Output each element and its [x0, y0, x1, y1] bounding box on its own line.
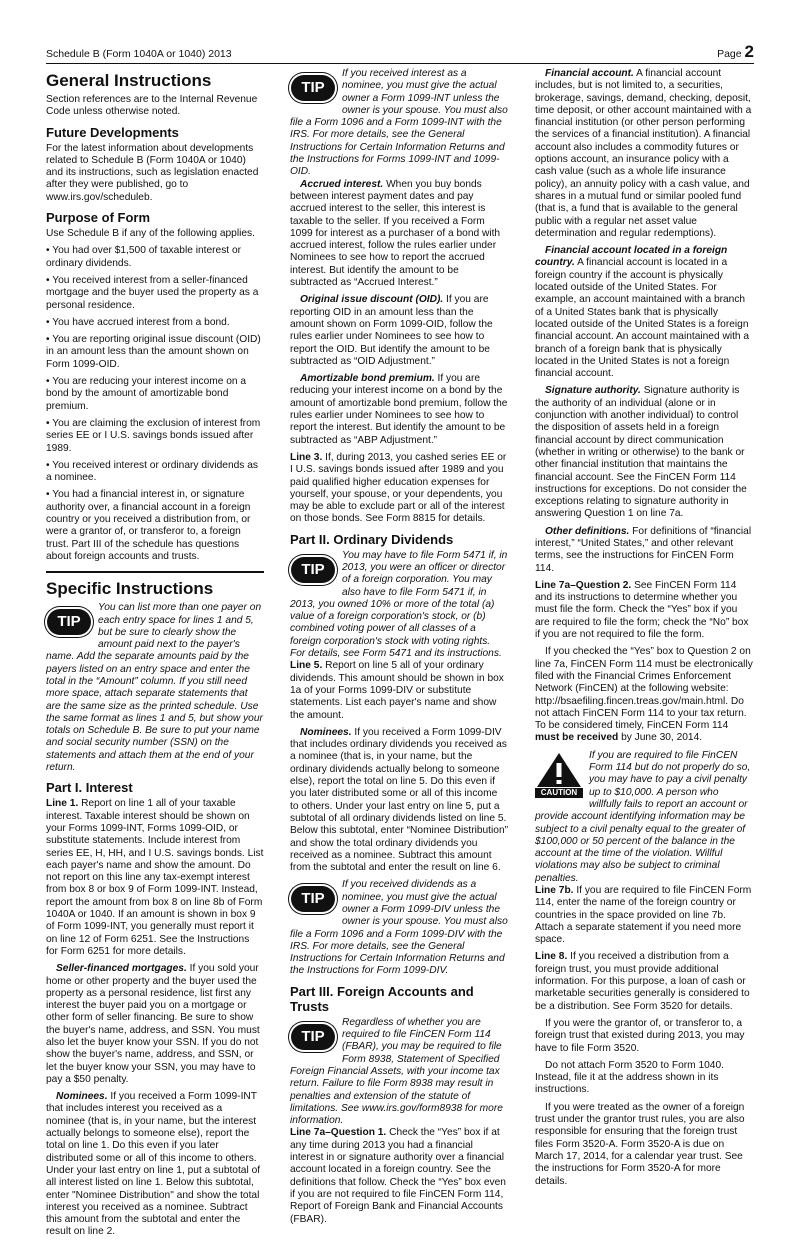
tip-text: Regardless of whether you are required to file FinCEN Form 114 (FBAR), you may be required to file Form 8938, Statement of Specified Foreign Financial Assets, with your income tax return. Failure to file Form 8938 may result in penalties and extension of the statute of limitations. See www.irs.gov/form8938 for more information. [290, 1016, 503, 1127]
para-owner: If you were treated as the owner of a foreign trust under the grantor trust rules, you are also responsible for ensuring that the foreign trust files Form 3520-A. Form 3520-A is due on March 17, 2014, for a calendar year trust. See the instructions for Form 3520-A for more details. [535, 1101, 745, 1187]
label-oid: Original issue discount (OID). [300, 294, 444, 306]
heading-part3: Part III. Foreign Accounts and Trusts [290, 983, 474, 1014]
text-efile-b: by June 30, 2014. [618, 732, 703, 744]
text-accrued: When you buy bonds between interest payment dates and pay accrued interest to the seller, this interest is taxable to the seller. If you received a Form 1099 for interest as a purchaser of a bond with accrued interest, follow the rules earlier under Nominees to see how to report the accrued interest. But identify the amount to be subtracted as “Accrued Interest.” [290, 178, 501, 289]
column-1 [46, 68, 264, 1244]
column-2 [290, 68, 508, 1231]
bullet-item: • You had over $1,500 of taxable interest or ordinary dividends. [46, 245, 242, 269]
text-line8: If you received a distribution from a foreign trust, you must provide additional information. For this purpose, a loan of cash or marketable securities generally is considered to be a distribution. See Form 3520 for details. [535, 951, 750, 1012]
bullet-item: • You have accrued interest from a bond. [46, 316, 230, 328]
tip-icon [290, 1019, 336, 1055]
para-signature-authority [535, 385, 753, 520]
tip-icon-label: TIP [291, 75, 335, 101]
para-line7a-q1 [290, 1127, 508, 1225]
tip-icon [290, 552, 336, 588]
bullet-item: • You had a financial interest in, or signature authority over, a financial account in a foreign country or you received a distribution from, or were a grantor of, or transferor to, a foreign trust. Part III of the schedule has questions about foreign accounts and trusts. [46, 489, 251, 562]
caution-icon [535, 752, 583, 798]
heading-specific-instructions: Specific Instructions [46, 579, 214, 599]
heading-future-developments: Future Developments [46, 124, 179, 140]
label-line7a-q2: Line 7a–Question 2. [535, 579, 632, 591]
para-line1 [46, 798, 264, 958]
text-efile-bold: must be received [535, 732, 619, 744]
text-line7a-q2: See FinCEN Form 114 and its instructions to determine whether you must file the form. Check the “Yes” box if you are required to file the form; check the “No” box if you are not required to file the form. [535, 579, 749, 641]
bullet-item: • You received interest from a seller-financed mortgage and the buyer used the property as a personal residence. [46, 274, 259, 311]
tip-box [290, 550, 508, 661]
text-amortizable: If you are reducing your interest income on a bond by the amount of amortizable bond premium, follow the rules earlier under Nominees to see how to report the interest. But identify the amount to be subtracted as “ABP Adjustment.” [290, 373, 508, 446]
bullet-item: • You are reducing your interest income on a bond by the amount of amortizable bond premium. [46, 376, 247, 412]
label-line7a-q1: Line 7a–Question 1. [290, 1127, 387, 1139]
page-number [717, 42, 754, 62]
text-financial-account: A financial account includes, but is not limited to, a securities, brokerage, savings, demand, checking, deposit, time deposit, or other account maintained with a financial institution (or other person performing the services of a financial institution). A financial account also includes a commodity futures or options account, an insurance policy with a cash value (such as a whole life insurance policy), an annuity policy with a cash value, and shares in a mutual fund or similar pooled fund (that is, a fund that is available to the general public with a regular net asset value determination and regular redemptions). [535, 68, 752, 239]
tip-icon-label: TIP [47, 609, 91, 635]
para-line3 [290, 452, 508, 526]
tip-box [290, 879, 508, 977]
tip-box [46, 602, 264, 774]
para-foreign-country [535, 245, 753, 380]
para-seller [46, 963, 264, 1086]
tip-icon [290, 881, 336, 917]
para-nominees [46, 1091, 264, 1239]
para-amortizable [290, 373, 508, 447]
text-line5: Report on line 5 all of your ordinary dividends. This amount should be shown in box 1a of your Forms 1099-DIV or substitute statements. List each payer's name and show the amount. [290, 660, 504, 721]
label-foreign-country: Financial account located in a foreign country. [535, 245, 728, 269]
text-seller: If you sold your home or other property and the buyer used the property as a personal residence, list first any interest the buyer paid you on a mortgage or other form of seller financing. Be sure to show the buyer's name, address, and SSN. You must also let the buyer know your SSN. If you do not show the buyer's name, address, and SSN, or let the buyer know your SSN, you may have to pay a $50 penalty. [46, 963, 260, 1085]
tip-icon-label: TIP [291, 557, 335, 583]
para-grantor: If you were the grantor of, or transferor to, a foreign trust that existed during 2013, you may have to file Form 3520. [535, 1017, 745, 1054]
page-word: Page [717, 48, 742, 60]
tip-text: If you received dividends as a nominee, you must give the actual owner a Form 1099-DIV unless the owner is your spouse. You must also file a Form 1096 and a Form 1099-DIV with the IRS. For more details, see the General Instructions for Certain Information Returns and the Instructions for Form 1099-DIV. [290, 879, 508, 977]
label-line5: Line 5. [290, 660, 323, 672]
text-efile-a: If you checked the “Yes” box to Question 2 on line 7a, FinCEN Form 114 must be electronically filed with the Financial Crimes Enforcement Network (FinCEN) at the following website: http://bsaefiling.fincen.treas.gov/main.html. Do not attach FinCEN Form 114 to your tax return. To be considered timely, FinCEN Form 114 [535, 646, 753, 732]
text-line1: Report on line 1 all of your taxable interest. Taxable interest should be shown on your Forms 1099-INT, Forms 1099-OID, or substitute statements. Include interest from series EE, H, HH, and I U.S. savings bonds. List each payer's name and show the amount. Do not report on this line any tax-exempt interest from box 8 or box 9 of Form 1099-INT. Instead, report the amount from box 8 on line 8b of Form 1040A or 1040. If an amount is shown in box 9 of Form 1099-INT, you generally must report it on line 12 of Form 6251. See the Instructions for Form 6251 for more details. [46, 798, 264, 957]
para-line7a-q2 [535, 580, 753, 641]
header-rule [46, 63, 754, 64]
label-line1: Line 1. [46, 798, 79, 810]
label-seller: Seller-financed mortgages. [56, 963, 187, 975]
page-header [46, 44, 754, 62]
column-3 [535, 68, 753, 1193]
section-divider [46, 571, 264, 573]
tip-icon [46, 604, 92, 640]
para-oid [290, 294, 508, 368]
caution-box [535, 750, 753, 885]
bullet-item: • You are reporting original issue discount (OID) in an amount less than the amount shown on Form 1099-OID. [46, 334, 261, 370]
para-future: For the latest information about developments related to Schedule B (Form 1040A or 1040) and its instructions, such as legislation enacted after they were published, go to www.irs.gov/scheduleb. [46, 142, 259, 203]
para-general: Section references are to the Internal Revenue Code unless otherwise noted. [46, 94, 258, 118]
text-signature-authority: Signature authority is the authority of an individual (alone or in conjunction with another individual) to control the disposition of assets held in a foreign financial account by direct communication (whether in writing or otherwise) to the bank or other financial institution that maintains the financial account. See the FinCEN Form 114 instructions for exceptions. Do not consider the exceptions relating to signature authority in answering Question 1 on line 7a. [535, 385, 747, 520]
label-nominees: Nominees. [56, 1091, 108, 1103]
para-line7b [535, 885, 753, 946]
para-nominees-div [290, 727, 508, 875]
label-nominees-div: Nominees. [300, 726, 352, 738]
label-line7b: Line 7b. [535, 885, 574, 896]
caution-label: CAUTION [535, 788, 583, 798]
heading-purpose: Purpose of Form [46, 210, 151, 226]
para-other-definitions [535, 526, 753, 575]
warning-triangle-icon [535, 752, 583, 788]
tip-text: You can list more than one payer on each entry space for lines 1 and 5, but be sure to clearly show the amount paid next to the payer's name. Add the separate amounts paid by the payers listed on an entry space and enter the total in the “Amount” column. If you still need more space, attach separate statements that are the same size as the printed schedule. Use the same format as lines 1 and 5, but show your totals on Schedule B. Be sure to put your name and social security number (SSN) on the statements and attach them at the end of your return. [46, 602, 263, 774]
para-efile [535, 646, 753, 744]
para-line8 [535, 951, 753, 1012]
para-accrued [290, 179, 508, 290]
text-line7a-q1: Check the “Yes” box if at any time during 2013 you had a financial interest in or signature authority over a financial account located in a foreign country. See the definitions that follow. Check the “Yes” box even if you are not required to file FinCEN Form 114, Report of Foreign Bank and Financial Accounts (FBAR). [290, 1127, 506, 1225]
tip-icon [290, 70, 336, 106]
tip-icon-label: TIP [291, 886, 335, 912]
para-no-attach: Do not attach Form 3520 to Form 1040. Instead, file it at the address shown in its instructions. [535, 1059, 724, 1096]
text-oid: If you are reporting OID in an amount less than the amount shown on Form 1099-OID, follow the rules earlier under Nominees to see how to report the OID. But identify the amount to be subtracted as “OID Adjustment.” [290, 294, 493, 367]
text-other-definitions: For definitions of “financial interest,” “United States,” and other relevant terms, see the instructions for FinCEN Form 114. [535, 525, 752, 574]
heading-general-instructions: General Instructions [46, 71, 212, 90]
text-line7b: If you are required to file FinCEN Form 114, enter the name of the foreign country or countries in the space provided on line 7b. Attach a separate statement if you need more space. [535, 885, 752, 946]
label-other-definitions: Other definitions. [545, 525, 630, 537]
text-nominees: If you received a Form 1099-INT that includes interest you received as a nominee (that is, in your name, but the interest actually belongs to someone else), report the total on line 1. Do this even if you later distributed some or all of this income to others. Under your last entry on line 1, put a subtotal of all interest listed on line 1. Below this subtotal, enter "Nominee Distribution" and show the total interest you received as a nominee. Subtract this amount from the subtotal and enter the result on line 2. [46, 1091, 261, 1238]
caution-text: If you are required to file FinCEN Form 114 but do not properly do so, you may have to pay a civil penalty up to $10,000. A person who willfully fails to report an account or provide account identifying information may be subject to a civil penalty equal to the greater of $100,000 or 50 percent of the balance in the account at the time of the violation. Willful violations may also be subject to criminal penalties. [535, 749, 751, 884]
label-signature-authority: Signature authority. [545, 385, 641, 397]
tip-box [290, 1017, 508, 1128]
form-title: Schedule B (Form 1040A or 1040) 2013 [46, 48, 232, 60]
label-line8: Line 8. [535, 951, 568, 963]
bullet-item: • You received interest or ordinary dividends as a nominee. [46, 459, 258, 484]
label-accrued: Accrued interest. [300, 178, 384, 190]
bullet-item: • You are claiming the exclusion of interest from series EE or I U.S. savings bonds issued after 1989. [46, 417, 261, 454]
heading-part1: Part I. Interest [46, 780, 133, 796]
tip-text: If you received interest as a nominee, you must give the actual owner a Form 1099-INT unless the owner is your spouse. You must also file a Form 1096 and a Form 1099-INT with the IRS. For more details, see the General Instructions for Certain Information Returns and the Instructions for Forms 1099-INT and 1099-OID. [290, 68, 508, 178]
para-purpose: Use Schedule B if any of the following applies. [46, 228, 255, 240]
page-num: 2 [744, 42, 754, 61]
para-line5 [290, 660, 508, 721]
tip-box [290, 68, 508, 179]
text-line3: If, during 2013, you cashed series EE or I U.S. savings bonds issued after 1989 and you paid qualified higher education expenses for yourself, your spouse, or your dependents, you may be able to exclude part or all of the interest on those bonds. See Form 8815 for details. [290, 451, 507, 525]
label-amortizable: Amortizable bond premium. [300, 373, 435, 385]
text-nominees-div: If you received a Form 1099-DIV that includes ordinary dividends you received as a nominee (that is, in your name, but the ordinary dividends actually belong to someone else), report the total on line 5. Do this even if you later distributed some or all of this income to others. Under your last entry on line 5, put a subtotal of all ordinary dividends listed on line 5. Below this subtotal, enter “Nominee Distribution” and show the total ordinary dividends you received as a nominee. Subtract this amount from the subtotal and enter the result on line 6. [290, 726, 508, 874]
para-financial-account [535, 68, 753, 240]
label-financial-account: Financial account. [545, 68, 634, 79]
tip-text: You may have to file Form 5471 if, in 2013, you were an officer or director of a foreign corporation. You may also have to file Form 5471 if, in 2013, you owned 10% or more of the total (a) value of a foreign corporation's stock, or (b) combined voting power of all classes of a foreign corporation's stock with voting rights. For details, see Form 5471 and its instructions. [290, 549, 508, 660]
tip-icon-label: TIP [291, 1024, 335, 1050]
text-foreign-country: A financial account is located in a foreign country if the account is physically located outside of the United States. For example, an account maintained with a branch of a United States bank that is physically located outside of the United States is a foreign financial account. An account maintained with a branch of a foreign bank that is physically located in the United States is not a foreign financial account. [535, 257, 750, 380]
heading-part2: Part II. Ordinary Dividends [290, 531, 454, 547]
label-line3: Line 3. [290, 451, 323, 463]
